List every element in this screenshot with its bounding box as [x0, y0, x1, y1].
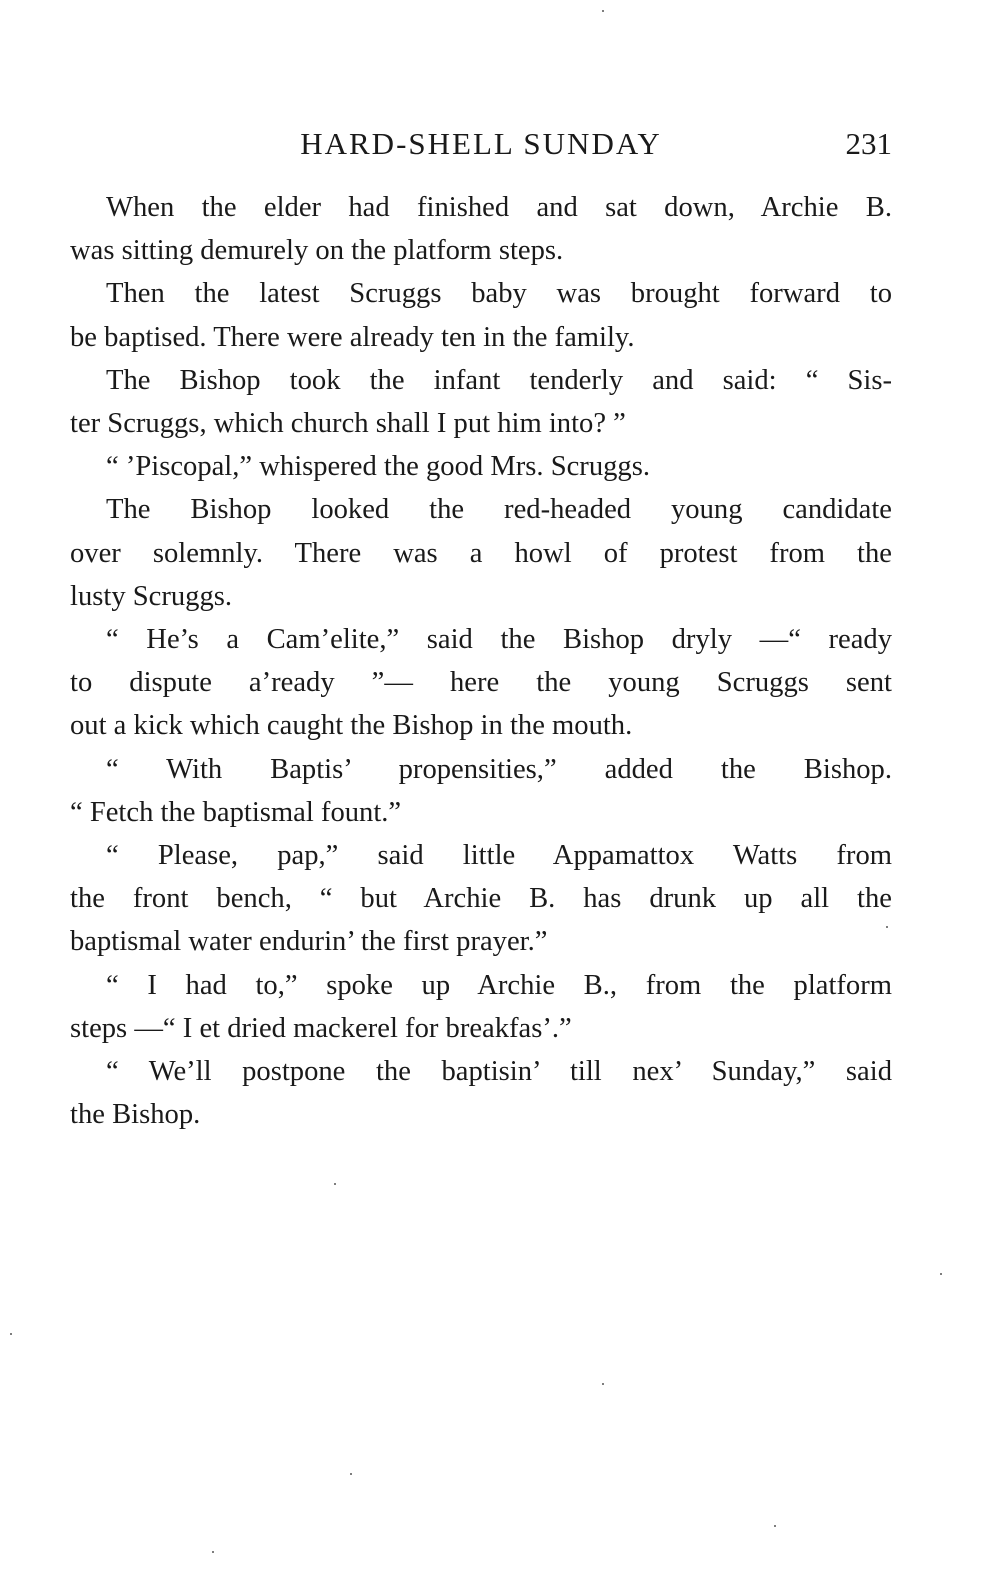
paper-speck	[602, 10, 604, 12]
text-line: “ He’s a Cam’elite,” said the Bishop dryly —“ ready	[106, 624, 892, 656]
paper-speck	[774, 1525, 776, 1527]
text-line: was sitting demurely on the platform steps.	[70, 235, 564, 267]
paragraph	[70, 359, 892, 445]
text-line: When the elder had finished and sat down, Archie B.	[106, 192, 892, 223]
text-line: out a kick which caught the Bishop in the mouth.	[70, 710, 633, 742]
text-line: “ With Baptis’ propensities,” added the Bishop.	[106, 753, 892, 785]
paper-speck	[602, 1383, 604, 1385]
text-line: “ I had to,” spoke up Archie B., from the platform	[106, 969, 892, 1001]
paper-speck	[334, 1183, 336, 1185]
page-header	[70, 120, 892, 168]
running-title: HARD-SHELL SUNDAY	[300, 126, 662, 161]
paragraph	[70, 748, 892, 834]
paragraph	[70, 834, 892, 964]
text-line: “ Fetch the baptismal fount.”	[70, 796, 402, 828]
text-line: ter Scruggs, which church shall I put him into? ”	[70, 408, 626, 440]
paper-speck	[212, 1551, 214, 1553]
paragraph	[70, 488, 892, 618]
text-line: the Bishop.	[70, 1099, 201, 1131]
text-line: steps —“ I et dried mackerel for breakfas’.”	[70, 1012, 572, 1044]
paragraph	[70, 186, 892, 272]
paper-speck	[10, 1333, 12, 1335]
text-line: Then the latest Scruggs baby was brought forward to	[106, 278, 892, 310]
paper-speck	[940, 1273, 942, 1275]
paper-speck	[350, 1473, 352, 1475]
paragraph	[70, 1050, 892, 1136]
text-line: The Bishop took the infant tenderly and said: “ Sis-	[106, 364, 892, 396]
paragraph	[70, 272, 892, 358]
paper-speck	[886, 926, 888, 928]
text-line: the front bench, “ but Archie B. has drunk up all the	[70, 883, 892, 915]
text-line: “ We’ll postpone the baptisin’ till nex’ Sunday,” said	[106, 1056, 892, 1088]
body-text	[70, 186, 892, 1136]
page-number: 231	[845, 126, 892, 161]
text-line: to dispute a’ready ”— here the young Scruggs sent	[70, 667, 892, 699]
text-line: “ ’Piscopal,” whispered the good Mrs. Scruggs.	[106, 451, 650, 483]
text-line: “ Please, pap,” said little Appamattox Watts from	[106, 840, 892, 872]
paragraph	[70, 964, 892, 1050]
text-line: be baptised. There were already ten in the family.	[70, 321, 635, 353]
text-line: The Bishop looked the red-headed young candidate	[106, 494, 892, 526]
paragraph	[70, 445, 892, 488]
text-line: over solemnly. There was a howl of protest from the	[70, 537, 892, 569]
text-line: baptismal water endurin’ the first prayer.”	[70, 926, 548, 958]
paragraph	[70, 618, 892, 748]
text-line: lusty Scruggs.	[70, 580, 233, 612]
